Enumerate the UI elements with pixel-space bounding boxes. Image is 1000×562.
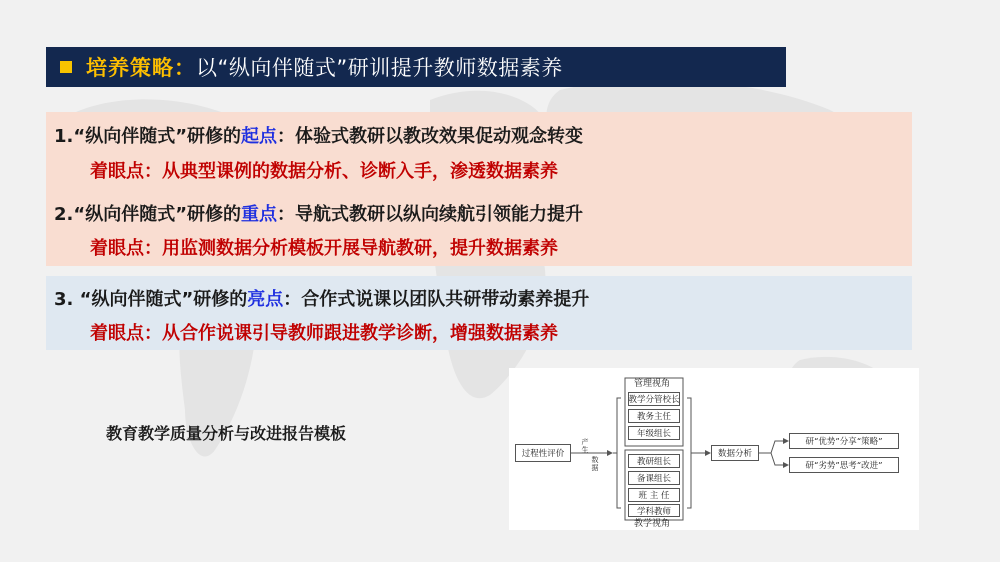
bullet-square-icon — [60, 61, 72, 73]
point-1-focus: 着眼点：从典型课例的数据分析、诊断入手，渗透数据素养 — [90, 161, 558, 182]
diagram-caption: 教育教学质量分析与改进报告模板 — [106, 424, 347, 443]
points-panel-bottom — [46, 276, 912, 350]
report-template-diagram — [509, 368, 919, 530]
points-panel-top — [46, 112, 912, 266]
point-3-highlight: 亮点 — [247, 289, 284, 310]
diagram-top-item-2: 教务主任 — [628, 409, 680, 423]
point-3: 3. “纵向伴随式”研修的亮点：合作式说课以团队共研带动素养提升 — [54, 289, 590, 310]
diagram-data-analysis-box: 数据分析 — [711, 445, 759, 461]
header-title: 以“纵向伴随式”研训提升教师数据素养 — [196, 56, 563, 80]
header-lead: 培养策略： — [86, 56, 196, 80]
diagram-process-eval-box: 过程性评价 — [515, 444, 571, 462]
point-2: 2.“纵向伴随式”研修的重点：导航式教研以纵向续航引领能力提升 — [54, 204, 584, 225]
diagram-strengths-box: 研“优势”分享“策略” — [789, 433, 899, 449]
diagram-arrow-label-top: 产生 — [581, 438, 589, 454]
point-1: 1.“纵向伴随式”研修的起点：体验式教研以教改效果促动观念转变 — [54, 126, 584, 147]
diagram-bottom-item-4: 学科教师 — [628, 504, 680, 517]
diagram-bottom-group-title: 教学视角 — [634, 519, 671, 529]
diagram-bottom-item-2: 备课组长 — [628, 471, 680, 485]
diagram-arrow-label-bottom: 数据 — [591, 456, 599, 472]
diagram-bottom-item-3: 班 主 任 — [628, 488, 680, 502]
diagram-bottom-item-1: 教研组长 — [628, 454, 680, 468]
diagram-top-item-3: 年级组长 — [628, 426, 680, 440]
point-3-focus: 着眼点：从合作说课引导教师跟进教学诊断，增强数据素养 — [90, 323, 558, 344]
diagram-top-group-title: 管理视角 — [634, 379, 671, 389]
point-2-focus: 着眼点：用监测数据分析模板开展导航教研，提升数据素养 — [90, 238, 558, 259]
diagram-top-item-1: 教学分管校长 — [628, 392, 680, 406]
point-2-highlight: 重点 — [241, 204, 278, 225]
section-header — [46, 47, 786, 87]
diagram-weaknesses-box: 研“劣势”思考“改进” — [789, 457, 899, 473]
point-1-highlight: 起点 — [241, 126, 278, 147]
